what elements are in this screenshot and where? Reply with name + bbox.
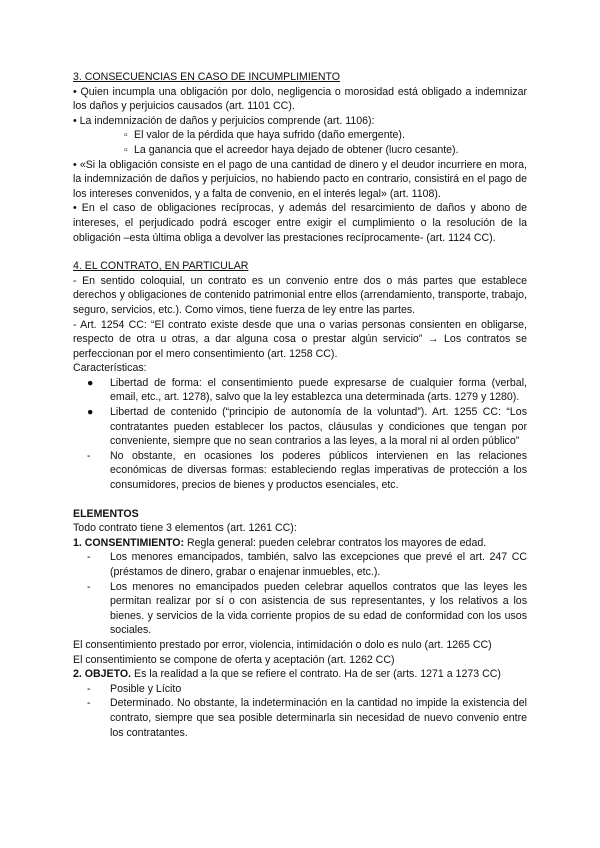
subitem-text: La ganancia que el acreedor haya dejado de obtener (lucro cesante). (134, 143, 459, 156)
dash-icon: - (87, 551, 91, 564)
characteristics-label: Características: (73, 362, 147, 375)
elementos-intro: Todo contrato tiene 3 elementos (art. 1261 CC): (73, 522, 297, 535)
object-label: 2. OBJETO. (73, 668, 132, 681)
list-item-text: Determinado. No obstante, la indeterminación en la cantidad no impide la existencia del contrato, siempre que sea posible determinarla sin necesidad de nuevo convenio entre los contratantes. (110, 697, 527, 739)
document-content (73, 70, 527, 740)
list-item-text: Libertad de forma: el consentimiento puede expresarse de cualquier forma (verbal, email, etc., art. 1278), salvo que la ley establezca una determinada (arts. 1279 y 1280). (110, 376, 527, 404)
object-heading (73, 667, 527, 682)
list-item-text: Posible y Lícito (110, 682, 182, 695)
consent-text: Regla general: pueden celebrar contratos los mayores de edad. (184, 536, 487, 549)
section-4-paragraph-2: - Art. 1254 CC: “El contrato existe desde que una o varias personas consienten en obligarse, respecto de otra u otras, a dar alguna cosa o prestar algún servicio” → Los contratos se perfeccionan por el mero consentimiento (art. 1258 CC). (73, 318, 527, 360)
section-3-paragraph-1: • Quien incumpla una obligación por dolo, negligencia o morosidad está obligado a indemnizar los daños y perjuicios causados (art. 1101 CC). (73, 85, 527, 113)
list-item-text: Los menores no emancipados pueden celebrar aquellos contratos que las leyes les permitan realizar por sí o con asistencia de sus representantes, y los relativos a los bienes. y servicios de la vida corriente propios de su edad de conformidad con los usos sociales. (110, 580, 527, 637)
spacer (73, 493, 527, 507)
list-item (73, 550, 527, 579)
bullet-icon: ● (87, 376, 94, 389)
list-item (73, 376, 527, 405)
square-bullet-icon: ▫ (124, 129, 128, 142)
section-4-title: 4. EL CONTRATO, EN PARTICULAR (73, 260, 249, 273)
dash-icon: - (87, 697, 91, 710)
consent-list (73, 550, 527, 638)
list-item (73, 682, 527, 697)
section-3-paragraph-4: • En el caso de obligaciones recíprocas, y además del resarcimiento de daños y abono de intereses, el perjudicado podrá escoger entre exigir el cumplimiento o la resolución de la obligación –esta última obliga a devolver las prestaciones recíprocamente- (art. 1124 CC). (73, 202, 527, 244)
list-item-text: No obstante, en ocasiones los poderes públicos intervienen en las relaciones económicas de diversas formas: estableciendo reglas imperativas de protección a los consumidores, precios de bienes y productos esenciales, etc. (110, 449, 527, 492)
section-3-paragraph-2: • La indemnización de daños y perjuicios comprende (art. 1106): (73, 114, 375, 127)
bullet-icon: ● (87, 406, 94, 419)
list-item-text: Los menores emancipados, también, salvo las excepciones que prevé el art. 247 CC (préstamos de dinero, grabar o enajenar inmuebles, etc.). (110, 551, 527, 578)
section-3-subitem-2 (73, 143, 527, 158)
list-item (73, 405, 527, 449)
section-3-subitem-1 (73, 128, 527, 143)
list-item (73, 449, 527, 493)
spacer (73, 245, 527, 259)
subitem-text: El valor de la pérdida que haya sufrido (daño emergente). (134, 129, 405, 142)
dash-icon: - (87, 682, 91, 695)
consent-heading (73, 536, 527, 551)
elementos-title: ELEMENTOS (73, 507, 139, 520)
characteristics-list (73, 376, 527, 493)
section-4-paragraph-1: - En sentido coloquial, un contrato es un convenio entre dos o más partes que establece derechos y obligaciones de contenido patrimonial entre ellos (arrendamiento, transporte, trabajo, seguro, servicios, etc.). Como vimos, tiene fuerza de ley entre las partes. (73, 274, 527, 316)
list-item (73, 696, 527, 740)
object-list (73, 682, 527, 740)
list-item-text: Libertad de contenido (“principio de autonomía de la voluntad”). Art. 1255 CC: “Los contratantes pueden establecer los pactos, cláusulas y condiciones que tengan por conveniente, siempre que no sean contrarios a las leyes, a la moral ni al orden público” (110, 406, 527, 448)
consent-label: 1. CONSENTIMIENTO: (73, 536, 185, 549)
list-item (73, 580, 527, 638)
square-bullet-icon: ▫ (124, 143, 128, 156)
dash-icon: - (87, 580, 91, 593)
section-3-paragraph-3: • «Si la obligación consiste en el pago de una cantidad de dinero y el deudor incurriere en mora, la indemnización de daños y perjuicios, no habiendo pacto en contrario, consistirá en el pago de los intereses convenidos, y a falta de convenio, en el interés legal» (art. 1108). (73, 158, 527, 200)
object-text: Es la realidad a la que se refiere el contrato. Ha de ser (arts. 1271 a 1273 CC) (131, 668, 501, 681)
consent-note-1: El consentimiento prestado por error, violencia, intimidación o dolo es nulo (art. 1265 CC) (73, 638, 492, 651)
section-3-title: 3. CONSECUENCIAS EN CASO DE INCUMPLIMIENTO (73, 71, 341, 83)
dash-icon: - (87, 449, 91, 462)
consent-note-2: El consentimiento se compone de oferta y aceptación (art. 1262 CC) (73, 653, 395, 666)
